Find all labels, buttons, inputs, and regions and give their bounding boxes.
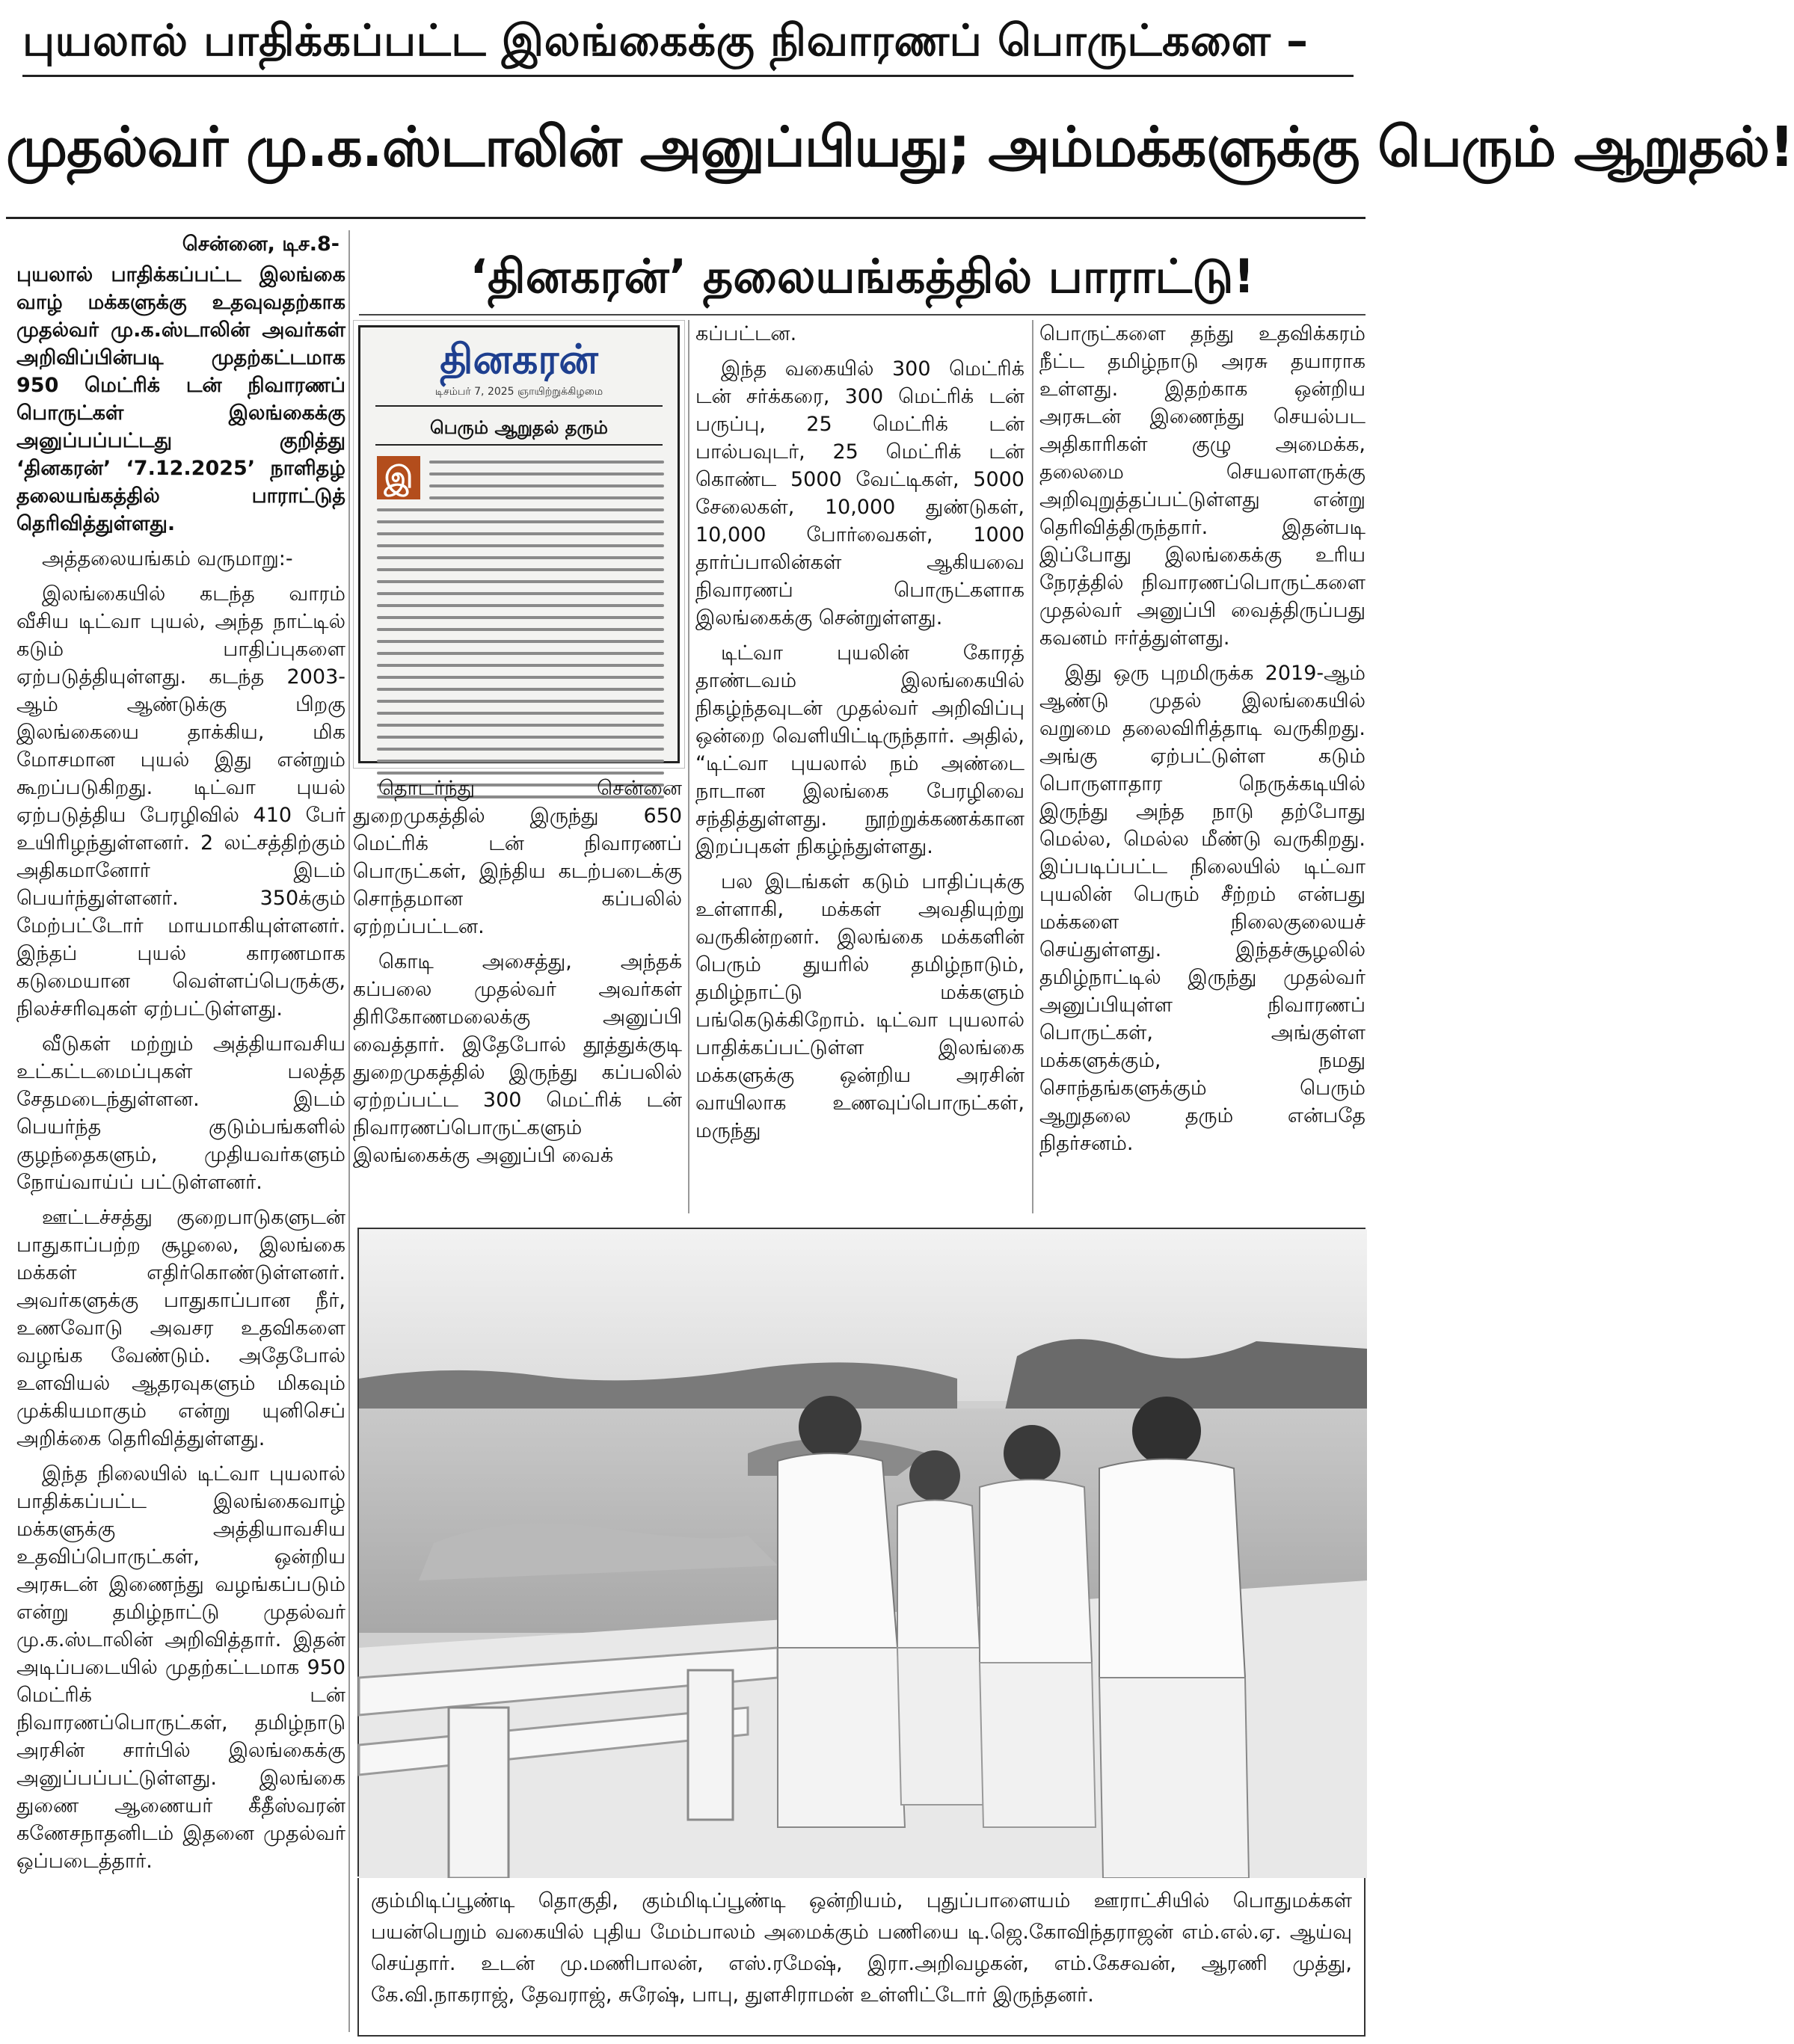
body-paragraph: பொருட்களை தந்து உதவிக்கரம் நீட்ட தமிழ்நாடு அரசு தயாராக உள்ளது. இதற்காக ஒன்றிய அரசுடன் இணைந்து செயல்பட அதிகாரிகள் குழு அமைக்க, தலைமை செயலாளருக்கு அறிவுறுத்தப்பட்டுள்ளது என்று தெரிவித்திருந்தார். இதன்படி இப்போது இலங்கைக்கு உரிய நேரத்தில் நிவாரணப்பொருட்களை முதல்வர் அனுப்பி வைத்திருப்பது கவனம் ஈர்த்துள்ளது. (1039, 322, 1366, 650)
body-paragraph: இலங்கையில் கடந்த வாரம் வீசிய டிட்வா புயல், அந்த நாட்டில் கடும் பாதிப்புகளை ஏற்படுத்தியுள்ளது. கடந்த 2003-ஆம் ஆண்டுக்கு பிறகு இலங்கையை தாக்கிய, மிக மோசமான புயல் இது என்றும் கூறப்படுகிறது. டிட்வா புயல் ஏற்படுத்திய பேரழிவில் 410 பேர் உயிரிழந்துள்ளனர். 2 லட்சத்திற்கும் அதிகமானோர் இடம் பெயர்ந்துள்ளனர். 350க்கும் மேற்பட்டோர் மாயமாகியுள்ளனர். இந்தப் புயல் காரணமாக கடுமையான வெள்ளப்பெருக்கு, நிலச்சரிவுகள் ஏற்பட்டுள்ளது. (16, 582, 345, 1021)
column-4 (1039, 320, 1366, 1213)
body-paragraph: டிட்வா புயலின் கோரத் தாண்டவம் இலங்கையில் நிகழ்ந்தவுடன் முதல்வர் அறிவிப்பு ஒன்றை வெளியிட்டிருந்தார். அதில், “டிட்வா புயலால் நம் அண்டை நாடான இலங்கை பேரழிவை சந்தித்துள்ளது. நூற்றுக்கணக்கான இறப்புகள் நிகழ்ந்துள்ளது. (695, 641, 1025, 858)
bridge-inspection-photo (359, 1229, 1367, 1878)
body-paragraph: இந்த வகையில் 300 மெட்ரிக் டன் சர்க்கரை, 300 மெட்ரிக் டன் பருப்பு, 25 மெட்ரிக் டன் பால்பவுடர், 25 மெட்ரிக் டன் கொண்ட 5000 வேட்டிகள், 5000 சேலைகள், 10,000 துண்டுகள், 10,000 போர்வைகள், 1000 தார்ப்பாலின்கள் ஆகியவை நிவாரணப் பொருட்களாக இலங்கைக்கு சென்றுள்ளது. (695, 357, 1025, 629)
body-paragraph: கப்பட்டன. (695, 322, 797, 345)
newspaper-clipping-image (353, 320, 685, 769)
photo-caption: கும்மிடிப்பூண்டி தொகுதி, கும்மிடிப்பூண்டி ஒன்றியம், புதுப்பாளையம் ஊராட்சியில் பொதுமக்கள் பயன்பெறும் வகையில் புதிய மேம்பாலம் அமைக்கும் பணியை டி.ஜெ.கோவிந்தராஜன் எம்.எல்.ஏ. ஆய்வு செய்தார். உடன் மு.மணிபாலன், எஸ்.ரமேஷ், இரா.அறிவழகன், எம்.கேசவன், ஆரணி முத்து, கே.வி.நாகராஜ், தேவராஜ், சுரேஷ், பாபு, துளசிராமன் உள்ளிட்டோர் இருந்தனர். (357, 1878, 1366, 2037)
clipping-title: பெரும் ஆறுதல் தரும் (430, 417, 608, 438)
headline-line-1: புயலால் பாதிக்கப்பட்ட இலங்கைக்கு நிவாரணப் பொருட்களை – (22, 15, 1309, 66)
headline-rule-bottom (6, 217, 1366, 219)
bridge-pillar (688, 1670, 733, 1820)
body-paragraph: ஊட்டச்சத்து குறைபாடுகளுடன் பாதுகாப்பற்ற சூழலை, இலங்கை மக்கள் எதிர்கொண்டுள்ளனர். அவர்களுக்கு பாதுகாப்பான நீர், உணவோடு அவசர உதவிகளை வழங்க வேண்டும். அதேபோல் உளவியல் ஆதரவுகளும் மிகவும் முக்கியமாகும் என்று யுனிசெப் அறிக்கை தெரிவித்துள்ளது. (16, 1206, 345, 1450)
column-divider (348, 230, 350, 2032)
body-paragraph: கொடி அசைத்து, அந்தக் கப்பலை முதல்வர் அவர்கள் திரிகோணமலைக்கு அனுப்பி வைத்தார். இதேபோல் தூத்துக்குடி துறைமுகத்தில் இருந்து கப்பலில் ஏற்றப்பட்ட 300 மெட்ரிக் டன் நிவாரணப்பொருட்களும் இலங்கைக்கு அனுப்பி வைக் (353, 950, 682, 1167)
body-paragraph: அத்தலையங்கம் வருமாறு:- (42, 547, 293, 570)
column-divider (688, 320, 689, 1213)
headline-line-2: முதல்வர் மு.க.ஸ்டாலின் அனுப்பியது; அம்மக்களுக்கு பெரும் ஆறுதல்! (6, 115, 1794, 179)
column-2 (353, 775, 682, 1212)
clipping-frame (358, 325, 680, 763)
column-divider (1032, 320, 1033, 1213)
body-paragraph: வீடுகள் மற்றும் அத்தியாவசிய உட்கட்டமைப்புகள் பலத்த சேதமடைந்துள்ளன. இடம் பெயர்ந்த குடும்பங்களில் குழந்தைகளும், முதியவர்களும் நோய்வாய்ப் பட்டுள்ளனர். (16, 1032, 345, 1194)
dateline: சென்னை, டிச.8- (182, 233, 340, 256)
body-paragraph: இந்த நிலையில் டிட்வா புயலால் பாதிக்கப்பட்ட இலங்கைவாழ் மக்களுக்கு அத்தியாவசிய உதவிப்பொருட்கள், ஒன்றிய அரசுடன் இணைந்து வழங்கப்படும் என்று தமிழ்நாட்டு முதல்வர் மு.க.ஸ்டாலின் அறிவித்தார். இதன் அடிப்படையில் முதற்கட்டமாக 950 மெட்ரிக் டன் நிவாரணப்பொருட்கள், தமிழ்நாடு அரசின் சார்பில் இலங்கைக்கு அனுப்பப்பட்டுள்ளது. இலங்கை துணை ஆணையர் கீதீஸ்வரன் கணேசநாதனிடம் இதனை முதல்வர் ஒப்படைத்தார். (16, 1462, 345, 1873)
sub-headline: ‘தினகரன்’ தலையங்கத்தில் பாராட்டு! (470, 249, 1255, 304)
bridge-pillar (449, 1708, 509, 1878)
clipping-dropcap: இ (377, 456, 420, 499)
body-paragraph: தொடர்ந்து சென்னை துறைமுகத்தில் இருந்து 650 மெட்ரிக் டன் நிவாரணப் பொருட்கள், இந்திய கடற்படைக்கு சொந்தமான கப்பலில் ஏற்றப்பட்டன. (353, 777, 682, 938)
person (980, 1425, 1096, 1827)
clipping-rule (375, 405, 663, 407)
headline-rule (22, 75, 1354, 77)
sub-headline-rule (359, 314, 1366, 315)
left-column (16, 230, 345, 2032)
clipping-logo: தினகரன் (440, 336, 598, 383)
clipping-rule (375, 444, 663, 446)
clipping-date: டிசம்பர் 7, 2025 ஞாயிற்றுக்கிழமை (434, 386, 603, 398)
news-photo (357, 1228, 1366, 1877)
lead-paragraph: புயலால் பாதிக்கப்பட்ட இலங்கை வாழ் மக்களுக்கு உதவுவதற்காக முதல்வர் மு.க.ஸ்டாலின் அவர்கள் அறிவிப்பின்படி முதற்கட்டமாக 950 மெட்ரிக் டன் நிவாரணப் பொருட்கள் இலங்கைக்கு அனுப்பப்பட்டது குறித்து ‘தினகரன்’ ‘7.12.2025’ நாளிதழ் தலையங்கத்தில் பாராட்டுத் தெரிவித்துள்ளது. (16, 263, 345, 535)
person (1099, 1397, 1249, 1878)
body-paragraph: இது ஒரு புறமிருக்க 2019-ஆம் ஆண்டு முதல் இலங்கையில் வறுமை தலைவிரித்தாடி வருகிறது. அங்கு ஏற்பட்டுள்ள கடும் பொருளாதார நெருக்கடியில் இருந்து அந்த நாடு தற்போது மெல்ல, மெல்ல மீண்டு வருகிறது. இப்படிப்பட்ட நிலையில் டிட்வா புயலின் பெரும் சீற்றம் என்பது மக்களை நிலைகுலையச் செய்துள்ளது. இந்தச்சூழலில் தமிழ்நாட்டில் இருந்து முதல்வர் அனுப்பியுள்ள நிவாரணப் பொருட்கள், அங்குள்ள மக்களுக்கும், நமது சொந்தங்களுக்கும் பெரும் ஆறுதலை தரும் என்பதே நிதர்சனம். (1039, 662, 1366, 1155)
body-paragraph: பல இடங்கள் கடும் பாதிப்புக்கு உள்ளாகி, மக்கள் அவதியுற்று வருகின்றனர். இலங்கை மக்களின் பெரும் துயரில் தமிழ்நாடும், தமிழ்நாட்டு மக்களும் பங்கெடுக்கிறோம். டிட்வா புயலால் பாதிக்கப்பட்டுள்ள இலங்கை மக்களுக்கு ஒன்றிய அரசின் வாயிலாக உணவுப்பொருட்கள், மருந்து (695, 870, 1025, 1142)
column-3 (695, 320, 1025, 1213)
